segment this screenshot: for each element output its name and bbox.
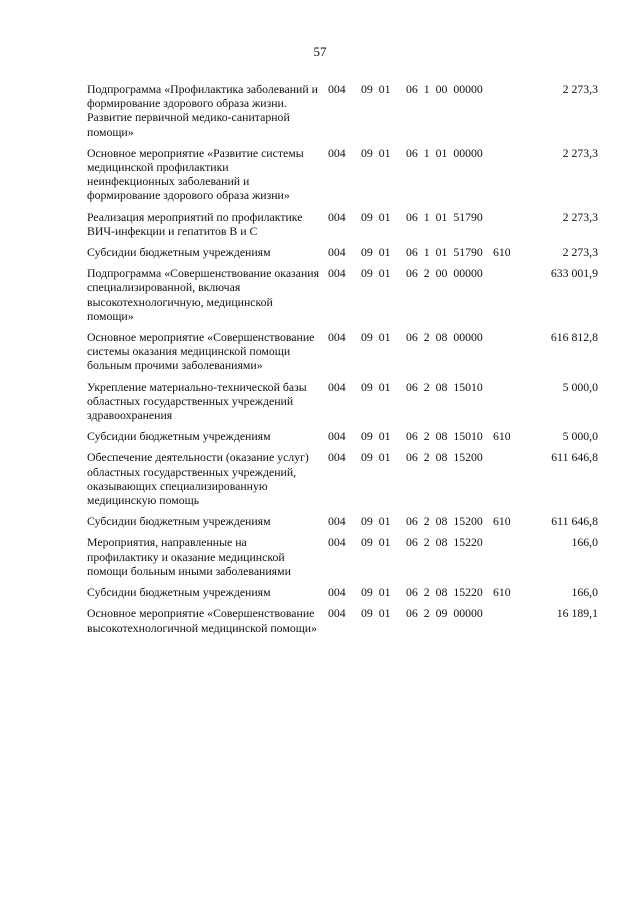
target-article-code: 06 2 08 15200 [406, 514, 483, 529]
table-row [0, 380, 640, 423]
section-code: 09 01 [361, 606, 391, 621]
ministry-code: 004 [328, 145, 346, 160]
ministry-code: 004 [328, 379, 346, 394]
section-code: 09 01 [361, 535, 391, 550]
table-row [0, 146, 640, 203]
ministry-code: 004 [328, 245, 346, 260]
target-article-code: 06 2 09 00000 [406, 606, 483, 621]
section-code: 09 01 [361, 145, 391, 160]
target-article-code: 06 1 01 51790 [406, 245, 483, 260]
target-article-code: 06 2 08 15220 [406, 585, 483, 600]
table-row [0, 514, 640, 528]
row-name: Основное мероприятие «Совершенствование высокотехнологичной медицинской помощи» [87, 606, 318, 635]
target-article-code: 06 2 08 15200 [406, 450, 483, 465]
ministry-code: 004 [328, 429, 346, 444]
row-name: Субсидии бюджетным учреждениям [87, 245, 271, 260]
section-code: 09 01 [361, 245, 391, 260]
table-row [0, 450, 640, 507]
section-code: 09 01 [361, 429, 391, 444]
target-article-code: 06 1 01 51790 [406, 209, 483, 224]
section-code: 09 01 [361, 330, 391, 345]
section-code: 09 01 [361, 585, 391, 600]
target-article-code: 06 2 08 15010 [406, 429, 483, 444]
budget-table [0, 82, 640, 642]
row-name: Мероприятия, направленные на профилактику и оказание медицинской помощи больным иными заболеваниями [87, 535, 291, 578]
expense-type-code: 610 [493, 245, 511, 260]
table-row [0, 429, 640, 443]
row-name: Субсидии бюджетным учреждениям [87, 585, 271, 600]
row-name: Укрепление материально-технической базы областных государственных учреждений здравоохранения [87, 379, 307, 423]
target-article-code: 06 2 08 15010 [406, 379, 483, 394]
amount-value: 611 646,8 [551, 514, 598, 529]
row-name: Обеспечение деятельности (оказание услуг) областных государственных учреждений, оказывающих специализированную медицинскую помощь [87, 450, 309, 508]
table-row [0, 606, 640, 634]
amount-value: 611 646,8 [551, 450, 598, 465]
row-name: Субсидии бюджетным учреждениям [87, 429, 271, 444]
table-row [0, 535, 640, 578]
row-name: Подпрограмма «Профилактика заболеваний и формирование здорового образа жизни. Развитие первичной медико-санитарной помощи» [87, 82, 318, 139]
amount-value: 5 000,0 [562, 379, 598, 394]
section-code: 09 01 [361, 514, 391, 529]
ministry-code: 004 [328, 606, 346, 621]
amount-value: 616 812,8 [550, 330, 598, 345]
ministry-code: 004 [328, 585, 346, 600]
expense-type-code: 610 [493, 514, 511, 529]
target-article-code: 06 2 00 00000 [406, 266, 483, 281]
amount-value: 2 273,3 [562, 82, 598, 96]
section-code: 09 01 [361, 82, 391, 96]
table-row [0, 585, 640, 599]
table-row [0, 330, 640, 373]
expense-type-code: 610 [493, 429, 511, 444]
row-name: Субсидии бюджетным учреждениям [87, 514, 271, 529]
row-name: Основное мероприятие «Совершенствование системы оказания медицинской помощи больным прочими заболеваниями» [87, 330, 315, 373]
amount-value: 2 273,3 [562, 245, 598, 260]
amount-value: 2 273,3 [562, 209, 598, 224]
section-code: 09 01 [361, 266, 391, 281]
target-article-code: 06 1 01 00000 [406, 145, 483, 160]
amount-value: 166,0 [571, 535, 598, 550]
table-row [0, 245, 640, 259]
target-article-code: 06 2 08 15220 [406, 535, 483, 550]
ministry-code: 004 [328, 266, 346, 281]
table-row [0, 266, 640, 323]
amount-value: 166,0 [571, 585, 598, 600]
ministry-code: 004 [328, 82, 346, 96]
expense-type-code: 610 [493, 585, 511, 600]
amount-value: 2 273,3 [562, 145, 598, 160]
ministry-code: 004 [328, 450, 346, 465]
ministry-code: 004 [328, 330, 346, 345]
page-number: 57 [313, 44, 327, 59]
target-article-code: 06 1 00 00000 [406, 82, 483, 96]
row-name: Подпрограмма «Совершенствование оказания специализированной, включая высокотехнологичную, медицинской помощи» [87, 266, 320, 323]
amount-value: 633 001,9 [550, 266, 598, 281]
amount-value: 5 000,0 [562, 429, 598, 444]
amount-value: 16 189,1 [556, 606, 598, 621]
section-code: 09 01 [361, 379, 391, 394]
ministry-code: 004 [328, 209, 346, 224]
table-row [0, 210, 640, 238]
ministry-code: 004 [328, 514, 346, 529]
table-row [0, 82, 640, 139]
section-code: 09 01 [361, 450, 391, 465]
row-name: Основное мероприятие «Развитие системы медицинской профилактики неинфекционных заболеваний и формирование здорового образа жизни» [87, 145, 304, 203]
ministry-code: 004 [328, 535, 346, 550]
section-code: 09 01 [361, 209, 391, 224]
target-article-code: 06 2 08 00000 [406, 330, 483, 345]
row-name: Реализация мероприятий по профилактике ВИЧ-инфекции и гепатитов В и С [87, 209, 303, 238]
